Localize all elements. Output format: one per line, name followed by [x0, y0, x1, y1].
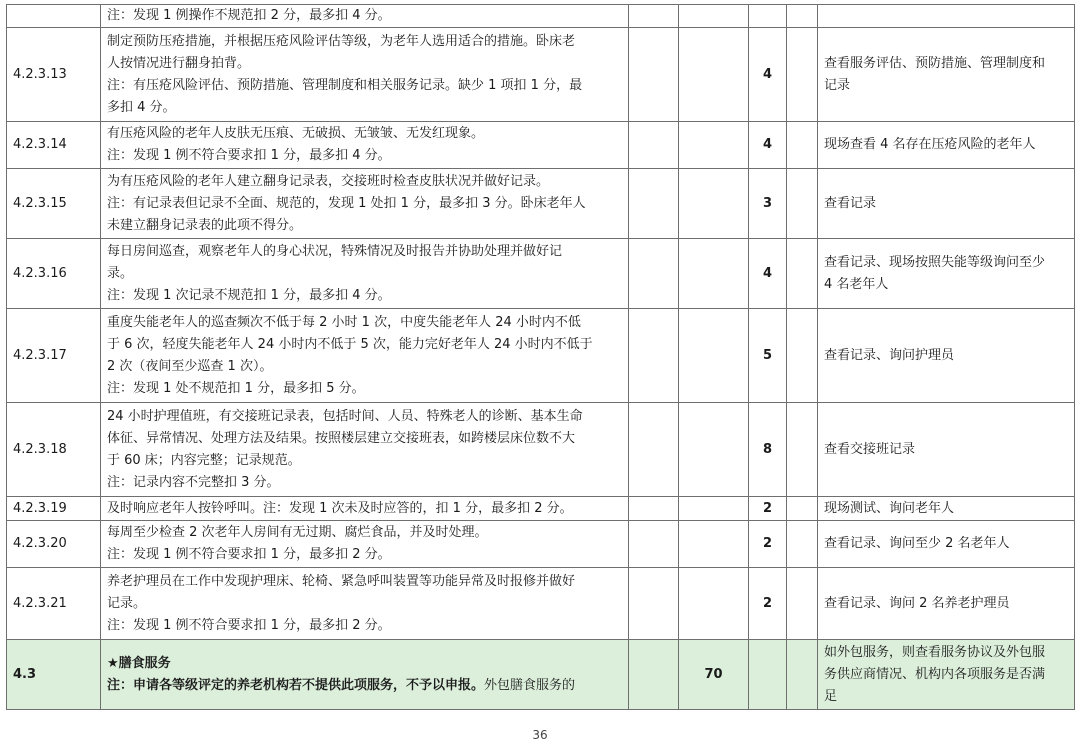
item-code: 4.2.3.19 — [7, 497, 101, 521]
content-line: 注：发现 1 例操作不规范扣 2 分，最多扣 4 分。 — [107, 8, 391, 23]
table-row — [7, 309, 1075, 403]
content-line: 制定预防压疮措施，并根据压疮风险评估等级，为老年人选用适合的措施。卧床老 — [107, 33, 576, 49]
section-code: 4.3 — [7, 640, 101, 710]
assessment-method — [818, 239, 1075, 309]
method-line: 查看记录、现场按照失能等级询问至少 — [824, 254, 1046, 270]
table-row — [7, 403, 1075, 497]
content-line: 录。 — [107, 265, 134, 281]
table-row — [7, 521, 1075, 568]
content-line: 及时响应老年人按铃呼叫。注：发现 1 次未及时应答的，扣 1 分，最多扣 2 分。 — [107, 500, 573, 516]
method-line: 查看交接班记录 — [824, 441, 916, 457]
table-row — [7, 5, 1075, 28]
method-line: 查看记录、询问 2 名养老护理员 — [824, 595, 1010, 611]
table-row — [7, 169, 1075, 239]
item-code: 4.2.3.21 — [7, 568, 101, 640]
content-line: 注：发现 1 例不符合要求扣 1 分，最多扣 2 分。 — [107, 547, 391, 562]
standards-table — [6, 4, 1075, 710]
item-content — [101, 169, 629, 239]
item-code: 4.2.3.18 — [7, 403, 101, 497]
method-line: 查看服务评估、预防措施、管理制度和 — [824, 55, 1046, 71]
content-line: 2 次（夜间至少巡查 1 次）。 — [107, 358, 273, 374]
empty-cell — [787, 122, 818, 169]
total-score — [679, 568, 749, 640]
content-line: 重度失能老年人的巡查频次不低于每 2 小时 1 次，中度失能老年人 24 小时内不低 — [107, 314, 581, 330]
section-method — [818, 640, 1075, 710]
item-code — [7, 5, 101, 28]
item-code: 4.2.3.13 — [7, 28, 101, 122]
empty-cell — [749, 640, 787, 710]
content-line: 有压疮风险的老年人皮肤无压痕、无破损、无皱皱、无发红现象。 — [107, 126, 485, 141]
content-line: 注：记录内容不完整扣 3 分。 — [107, 474, 280, 490]
item-content — [101, 309, 629, 403]
table-row — [7, 28, 1075, 122]
content-line: 为有压疮风险的老年人建立翻身记录表，交接班时检查皮肤状况并做好记录。 — [107, 173, 550, 189]
empty-cell — [629, 5, 679, 28]
section-note-rest: 外包膳食服务的 — [484, 677, 576, 693]
empty-cell — [787, 640, 818, 710]
item-code: 4.2.3.15 — [7, 169, 101, 239]
item-content — [101, 122, 629, 169]
empty-cell — [787, 497, 818, 521]
total-score — [679, 403, 749, 497]
assessment-method — [818, 169, 1075, 239]
item-score: 2 — [749, 521, 787, 568]
content-line: 未建立翻身记录表的此项不得分。 — [107, 217, 303, 233]
empty-cell — [629, 122, 679, 169]
method-line: 记录 — [824, 77, 851, 93]
empty-cell — [629, 309, 679, 403]
method-line: 足 — [824, 688, 838, 704]
content-line: 注：发现 1 例不符合要求扣 1 分，最多扣 2 分。 — [107, 617, 391, 633]
section-total-score: 70 — [679, 640, 749, 710]
empty-cell — [629, 497, 679, 521]
item-score: 2 — [749, 568, 787, 640]
content-line: 每日房间巡查，观察老年人的身心状况，特殊情况及时报告并协助处理并做好记 — [107, 243, 563, 259]
item-content — [101, 239, 629, 309]
content-line: 注：有记录表但记录不全面、规范的，发现 1 处扣 1 分，最多扣 3 分。卧床老年人 — [107, 195, 586, 211]
total-score — [679, 309, 749, 403]
item-score: 8 — [749, 403, 787, 497]
total-score — [679, 122, 749, 169]
empty-cell — [787, 521, 818, 568]
total-score — [679, 497, 749, 521]
content-line: 于 60 床；内容完整；记录规范。 — [107, 452, 301, 468]
content-line: 多扣 4 分。 — [107, 99, 176, 115]
table-row — [7, 239, 1075, 309]
total-score — [679, 521, 749, 568]
method-line: 4 名老年人 — [824, 276, 889, 292]
page-number: 36 — [532, 728, 548, 742]
total-score — [679, 239, 749, 309]
content-line: 注：发现 1 处不规范扣 1 分，最多扣 5 分。 — [107, 380, 365, 396]
empty-cell — [787, 28, 818, 122]
content-line: 于 6 次，轻度失能老年人 24 小时内不低于 5 次，能力完好老年人 24 小时内不低于 — [107, 336, 593, 352]
method-line: 务供应商情况、机构内各项服务是否满 — [824, 666, 1046, 682]
assessment-method — [818, 521, 1075, 568]
item-content — [101, 28, 629, 122]
total-score — [679, 169, 749, 239]
item-content — [101, 403, 629, 497]
content-line: 注：发现 1 例不符合要求扣 1 分，最多扣 4 分。 — [107, 148, 391, 163]
total-score — [679, 28, 749, 122]
section-note-bold: 注：申请各等级评定的养老机构若不提供此项服务，不予以申报。 — [107, 677, 485, 693]
section-title: ★膳食服务 — [107, 655, 171, 671]
content-line: 体征、异常情况、处理方法及结果。按照楼层建立交接班表，如跨楼层床位数不大 — [107, 430, 576, 446]
method-line: 查看记录、询问护理员 — [824, 347, 955, 363]
total-score — [679, 5, 749, 28]
table-row — [7, 568, 1075, 640]
assessment-method — [818, 309, 1075, 403]
empty-cell — [629, 521, 679, 568]
content-line: 养老护理员在工作中发现护理床、轮椅、紧急呼叫装置等功能异常及时报修并做好 — [107, 573, 576, 589]
empty-cell — [629, 169, 679, 239]
section-row — [7, 640, 1075, 710]
assessment-method — [818, 122, 1075, 169]
content-line: 人按情况进行翻身拍背。 — [107, 55, 251, 71]
empty-cell — [629, 403, 679, 497]
item-score: 2 — [749, 497, 787, 521]
item-score: 4 — [749, 122, 787, 169]
section-content — [101, 640, 629, 710]
empty-cell — [629, 28, 679, 122]
assessment-method — [818, 497, 1075, 521]
method-line: 如外包服务，则查看服务协议及外包服 — [824, 644, 1046, 660]
item-code: 4.2.3.16 — [7, 239, 101, 309]
empty-cell — [787, 5, 818, 28]
method-line: 查看记录 — [824, 195, 877, 211]
item-score — [749, 5, 787, 28]
assessment-method — [818, 5, 1075, 28]
content-line: 24 小时护理值班，有交接班记录表，包括时间、人员、特殊老人的诊断、基本生命 — [107, 408, 583, 424]
item-code: 4.2.3.20 — [7, 521, 101, 568]
item-content — [101, 497, 629, 521]
item-content — [101, 521, 629, 568]
item-code: 4.2.3.17 — [7, 309, 101, 403]
assessment-method — [818, 568, 1075, 640]
method-line: 现场查看 4 名存在压疮风险的老年人 — [824, 137, 1036, 152]
empty-cell — [787, 403, 818, 497]
item-content — [101, 5, 629, 28]
empty-cell — [629, 568, 679, 640]
empty-cell — [629, 239, 679, 309]
section-note — [107, 675, 622, 697]
content-line: 注：有压疮风险评估、预防措施、管理制度和相关服务记录。缺少 1 项扣 1 分，最 — [107, 77, 583, 93]
content-line: 记录。 — [107, 595, 147, 611]
empty-cell — [787, 169, 818, 239]
assessment-method — [818, 403, 1075, 497]
empty-cell — [787, 309, 818, 403]
method-line: 查看记录、询问至少 2 名老年人 — [824, 536, 1010, 551]
item-score: 4 — [749, 239, 787, 309]
empty-cell — [787, 568, 818, 640]
item-content — [101, 568, 629, 640]
item-code: 4.2.3.14 — [7, 122, 101, 169]
empty-cell — [787, 239, 818, 309]
empty-cell — [629, 640, 679, 710]
item-score: 3 — [749, 169, 787, 239]
content-line: 每周至少检查 2 次老年人房间有无过期、腐烂食品，并及时处理。 — [107, 525, 488, 540]
method-line: 现场测试、询问老年人 — [824, 500, 955, 516]
item-score: 5 — [749, 309, 787, 403]
table-row — [7, 122, 1075, 169]
content-line: 注：发现 1 次记录不规范扣 1 分，最多扣 4 分。 — [107, 287, 391, 303]
item-score: 4 — [749, 28, 787, 122]
assessment-method — [818, 28, 1075, 122]
table-row — [7, 497, 1075, 521]
